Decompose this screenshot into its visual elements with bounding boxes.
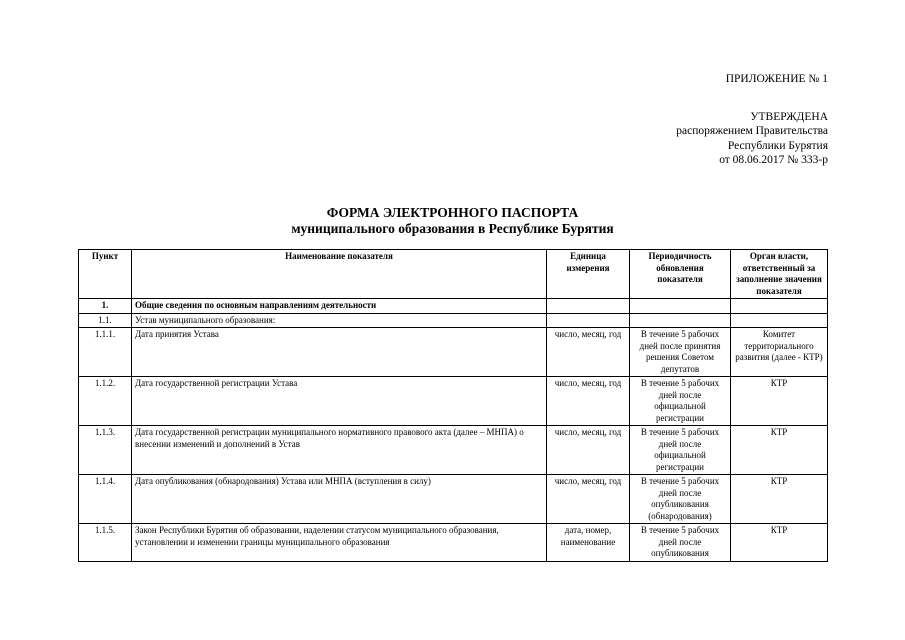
approval-line-3: Республики Бурятия: [727, 139, 828, 152]
section-num: 1.: [79, 299, 132, 314]
row-organ: Комитет территориального развития (далее - КТР): [731, 328, 828, 377]
row-num: 1.1.3.: [79, 426, 132, 475]
row-organ: КТР: [731, 377, 828, 426]
row-unit: дата, номер, наименование: [547, 524, 630, 562]
subsection-name: Устав муниципального образования:: [132, 313, 547, 328]
row-num: 1.1.5.: [79, 524, 132, 562]
title-line-2: муниципального образования в Республике Бурятия: [291, 221, 614, 236]
approval-line-4: от 08.06.2017 № 333-р: [719, 154, 828, 166]
row-organ: КТР: [731, 524, 828, 562]
table-header-row: [79, 250, 828, 299]
section-row: [79, 299, 828, 314]
subsection-num: 1.1.: [79, 313, 132, 328]
table-row: [79, 475, 828, 524]
document-title: [0, 205, 905, 237]
row-unit: число, месяц, год: [547, 328, 630, 377]
table-row: [79, 524, 828, 562]
row-num: 1.1.4.: [79, 475, 132, 524]
row-unit: число, месяц, год: [547, 475, 630, 524]
passport-table: [78, 249, 828, 562]
row-period: В течение 5 рабочих дней после опубликования: [630, 524, 731, 562]
header-unit: Единица измерения: [547, 250, 630, 299]
table-row: [79, 328, 828, 377]
row-organ: КТР: [731, 475, 828, 524]
row-period: В течение 5 рабочих дней после опубликования (обнародования): [630, 475, 731, 524]
document-header: [676, 72, 828, 168]
row-period: В течение 5 рабочих дней после официальной регистрации: [630, 426, 731, 475]
approval-line-2: распоряжением Правительства: [676, 125, 828, 137]
row-name: Дата государственной регистрации Устава: [132, 377, 547, 426]
row-name: Дата опубликования (обнародования) Устава или МНПА (вступления в силу): [132, 475, 547, 524]
row-num: 1.1.2.: [79, 377, 132, 426]
row-period: В течение 5 рабочих дней после официальной регистрации: [630, 377, 731, 426]
approval-line-1: УТВЕРЖДЕНА: [750, 110, 828, 123]
title-line-1: ФОРМА ЭЛЕКТРОННОГО ПАСПОРТА: [326, 205, 579, 220]
header-name: Наименование показателя: [132, 250, 547, 299]
row-period: В течение 5 рабочих дней после принятия решения Советом депутатов: [630, 328, 731, 377]
header-num: Пункт: [79, 250, 132, 299]
row-unit: число, месяц, год: [547, 377, 630, 426]
table-row: [79, 426, 828, 475]
section-name: Общие сведения по основным направлениям деятельности: [132, 299, 547, 314]
subsection-row: [79, 313, 828, 328]
appendix-label: ПРИЛОЖЕНИЕ № 1: [725, 73, 828, 85]
row-organ: КТР: [731, 426, 828, 475]
row-name: Дата государственной регистрации муниципального нормативного правового акта (далее – МНПА) о внесении изменений и дополнений в Устав: [132, 426, 547, 475]
row-unit: число, месяц, год: [547, 426, 630, 475]
header-period: Периодичность обновления показателя: [630, 250, 731, 299]
row-name: Дата принятия Устава: [132, 328, 547, 377]
row-name: Закон Республики Бурятия об образовании, наделении статусом муниципального образования, установлении и изменении границы муниципального образования: [132, 524, 547, 562]
row-num: 1.1.1.: [79, 328, 132, 377]
header-organ: Орган власти, ответственный за заполнение значения показателя: [731, 250, 828, 299]
table-row: [79, 377, 828, 426]
